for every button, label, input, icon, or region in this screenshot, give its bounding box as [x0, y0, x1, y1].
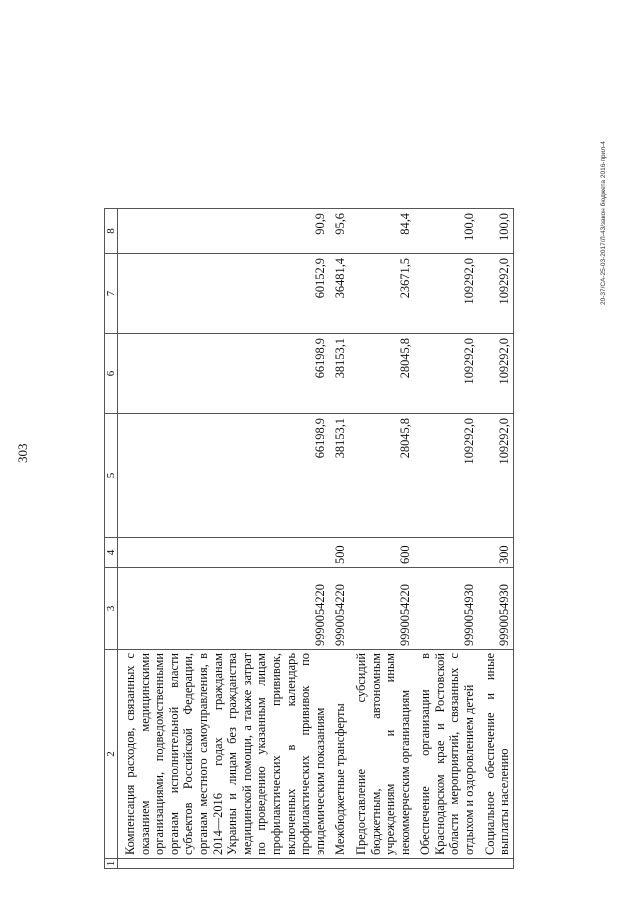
row-value-col6: 109292,0 [478, 334, 514, 414]
row-value-col8: 100,0 [478, 209, 514, 254]
row-value-col6: 66198,9 [118, 334, 329, 414]
table-row [413, 209, 477, 869]
table-header-row [105, 209, 118, 869]
row-value-col8: 90,9 [118, 209, 329, 254]
row-code: 9990054930 [413, 568, 477, 650]
row-number-cell [478, 859, 514, 869]
row-name: Социальное обеспечение и иные выплаты населению [478, 650, 514, 859]
row-value-col7: 60152,9 [118, 254, 329, 334]
row-number-cell [349, 859, 413, 869]
row-value-col8: 95,6 [328, 209, 349, 254]
row-name: Компенсация расходов, связанных с оказанием медицинскими организациями, подведомственными органам исполнительной власти субъектов Российской Федерации, органам местного самоуправления, в 2014—2016 годах гражданам Украины и лицам без гражданства медицинской помощи, а также затрат по проведению указанным лицам профилактических прививок, включенных в календарь профилактических прививок по эпидемическим показаниям [118, 650, 329, 859]
column-header: 8 [105, 209, 118, 254]
row-value-col6: 28045,8 [349, 334, 413, 414]
table-row [349, 209, 413, 869]
column-header: 4 [105, 538, 118, 568]
row-value-col5: 109292,0 [478, 414, 514, 538]
column-header: 7 [105, 254, 118, 334]
row-expense-type: 500 [328, 538, 349, 568]
column-header: 3 [105, 568, 118, 650]
footer-file-path: 20-37/СА-25-03-2017/Л-43/закон бюджета 2016-прил-4 [600, 141, 607, 305]
row-code: 9990054220 [328, 568, 349, 650]
row-expense-type: 300 [478, 538, 514, 568]
column-header: 2 [105, 650, 118, 859]
row-number-cell [328, 859, 349, 869]
row-expense-type: 600 [349, 538, 413, 568]
row-value-col7: 109292,0 [478, 254, 514, 334]
row-code: 9990054220 [118, 568, 329, 650]
row-value-col8: 84,4 [349, 209, 413, 254]
row-expense-type [118, 538, 329, 568]
row-number-cell [118, 859, 329, 869]
row-value-col5: 66198,9 [118, 414, 329, 538]
row-name: Предоставление субсидий бюджетным, автономным учреждениям и иным некоммерческим организациям [349, 650, 413, 859]
page-number: 303 [15, 443, 30, 463]
row-code: 9990054930 [478, 568, 514, 650]
row-name: Межбюджетные трансферты [328, 650, 349, 859]
row-value-col5: 38153,1 [328, 414, 349, 538]
table-row [328, 209, 349, 869]
column-header: 5 [105, 414, 118, 538]
row-value-col5: 109292,0 [413, 414, 477, 538]
row-value-col6: 109292,0 [413, 334, 477, 414]
row-value-col7: 23671,5 [349, 254, 413, 334]
row-value-col6: 38153,1 [328, 334, 349, 414]
row-value-col7: 109292,0 [413, 254, 477, 334]
row-value-col7: 36481,4 [328, 254, 349, 334]
row-value-col8: 100,0 [413, 209, 477, 254]
column-header: 1 [105, 859, 118, 869]
row-number-cell [413, 859, 477, 869]
row-value-col5: 28045,8 [349, 414, 413, 538]
table-row [118, 209, 329, 869]
row-expense-type [413, 538, 477, 568]
budget-table [104, 208, 514, 869]
row-name: Обеспечение организации в Краснодарском крае и Ростовской области мероприятий, связанных с отдыхом и оздоровлением детей [413, 650, 477, 859]
column-header: 6 [105, 334, 118, 414]
table-row [478, 209, 514, 869]
row-code: 9990054220 [349, 568, 413, 650]
